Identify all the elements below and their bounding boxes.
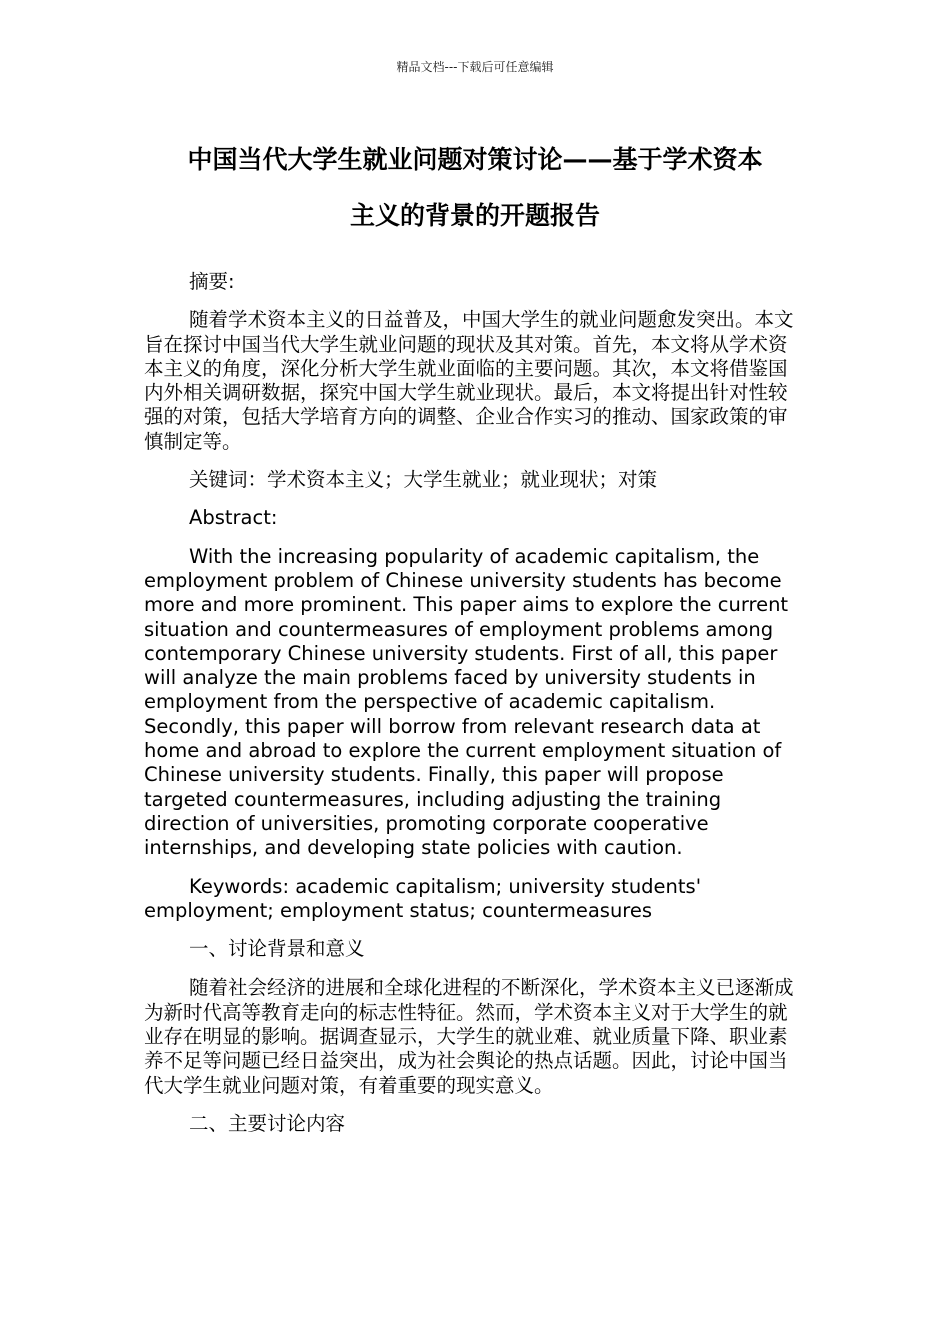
abstract-cn-label: 摘要:: [189, 270, 235, 293]
title-line-2: 主义的背景的开题报告: [349, 201, 600, 230]
section-1-text: 随着社会经济的进展和全球化进程的不断深化，学术资本主义已逐渐成为新时代高等教育走向的标志性特征。然而，学术资本主义对于大学生的就业存在明显的影响。据调查显示，大学生的就业难、就业质量下降、职业素养不足等问题已经日益突出，成为社会舆论的热点话题。因此，讨论中国当代大学生就业问题对策，有着重要的现实意义。: [144, 976, 794, 1097]
keywords-en: Keywords: academic capitalism; university students' employment; employment status; countermeasures: [144, 874, 702, 922]
section-2-heading: 二、主要讨论内容: [189, 1111, 346, 1135]
abstract-en-label: Abstract:: [189, 506, 278, 530]
document-body: [144, 270, 804, 1151]
keywords-cn: 关键词：学术资本主义；大学生就业；就业现状；对策: [189, 468, 658, 492]
title-line-1: 中国当代大学生就业问题对策讨论——基于学术资本: [187, 145, 763, 174]
page-header-note: 精品文档---下载后可任意编辑: [396, 60, 554, 74]
abstract-en-text: With the increasing popularity of academic capitalism, the employment problem of Chinese university students has become more and more prominent. This paper aims to explore the current situation and countermeasures of employment problems among contemporary Chinese university students. First of all, this paper will analyze the main problems faced by university students in employment from the perspective of academic capitalism. Secondly, this paper will borrow from relevant research data at home and abroad to explore the current employment situation of Chinese university students. Finally, this paper will propose targeted countermeasures, including adjusting the training direction of universities, promoting corporate cooperative internships, and developing state policies with caution.: [144, 544, 789, 860]
section-1-heading: 一、讨论背景和意义: [189, 937, 365, 961]
abstract-cn-text: 随着学术资本主义的日益普及，中国大学生的就业问题愈发突出。本文旨在探讨中国当代大学生就业问题的现状及其对策。首先，本文将从学术资本主义的角度，深化分析大学生就业面临的主要问题。其次，本文将借鉴国内外相关调研数据，探究中国大学生就业现状。最后，本文将提出针对性较强的对策，包括大学培育方向的调整、企业合作实习的推动、国家政策的审慎制定等。: [144, 308, 794, 453]
document-title: [140, 132, 810, 244]
